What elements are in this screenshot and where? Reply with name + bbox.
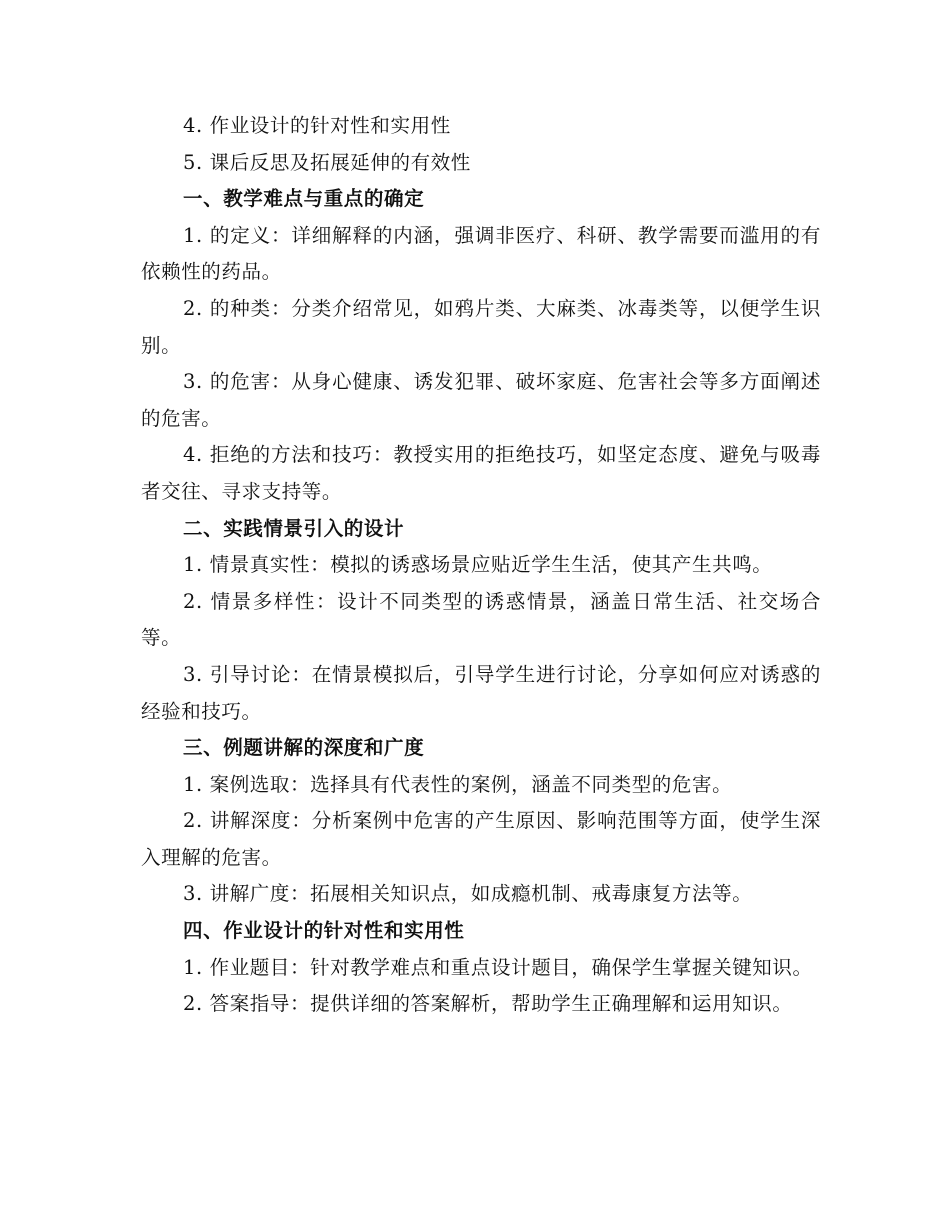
section-heading: 四、作业设计的针对性和实用性	[183, 919, 465, 943]
document-body	[141, 108, 821, 1023]
section-heading: 一、教学难点与重点的确定	[183, 187, 425, 211]
list-item: 3. 讲解广度：拓展相关知识点，如成瘾机制、戒毒康复方法等。	[183, 882, 753, 906]
list-item: 3. 引导讨论：在情景模拟后，引导学生进行讨论，分享如何应对诱惑的经验和技巧。	[141, 662, 821, 723]
list-item: 3. 的危害：从身心健康、诱发犯罪、破坏家庭、危害社会等多方面阐述的危害。	[141, 370, 821, 430]
list-item: 1. 作业题目：针对教学难点和重点设计题目，确保学生掌握关键知识。	[183, 955, 813, 979]
list-item: 4. 作业设计的针对性和实用性	[183, 114, 451, 137]
list-item: 2. 的种类：分类介绍常见，如鸦片类、大麻类、冰毒类等，以便学生识别。	[141, 296, 821, 357]
section-heading: 三、例题讲解的深度和广度	[183, 736, 425, 760]
list-item: 1. 案例选取：选择具有代表性的案例，涵盖不同类型的危害。	[183, 772, 733, 796]
list-item: 2. 情景多样性：设计不同类型的诱惑情景，涵盖日常生活、社交场合等。	[141, 589, 821, 650]
list-item: 1. 情景真实性：模拟的诱惑场景应贴近学生生活，使其产生共鸣。	[183, 553, 773, 577]
list-item: 1. 的定义：详细解释的内涵，强调非医疗、科研、教学需要而滥用的有依赖性的药品。	[141, 223, 821, 284]
list-item: 5. 课后反思及拓展延伸的有效性	[183, 150, 471, 174]
section-heading: 二、实践情景引入的设计	[183, 516, 405, 540]
list-item: 2. 答案指导：提供详细的答案解析，帮助学生正确理解和运用知识。	[183, 992, 793, 1016]
list-item: 2. 讲解深度：分析案例中危害的产生原因、影响范围等方面，使学生深入理解的危害。	[141, 809, 821, 869]
list-item: 4. 拒绝的方法和技巧：教授实用的拒绝技巧，如坚定态度、避免与吸毒者交往、寻求支持等。	[141, 443, 821, 503]
